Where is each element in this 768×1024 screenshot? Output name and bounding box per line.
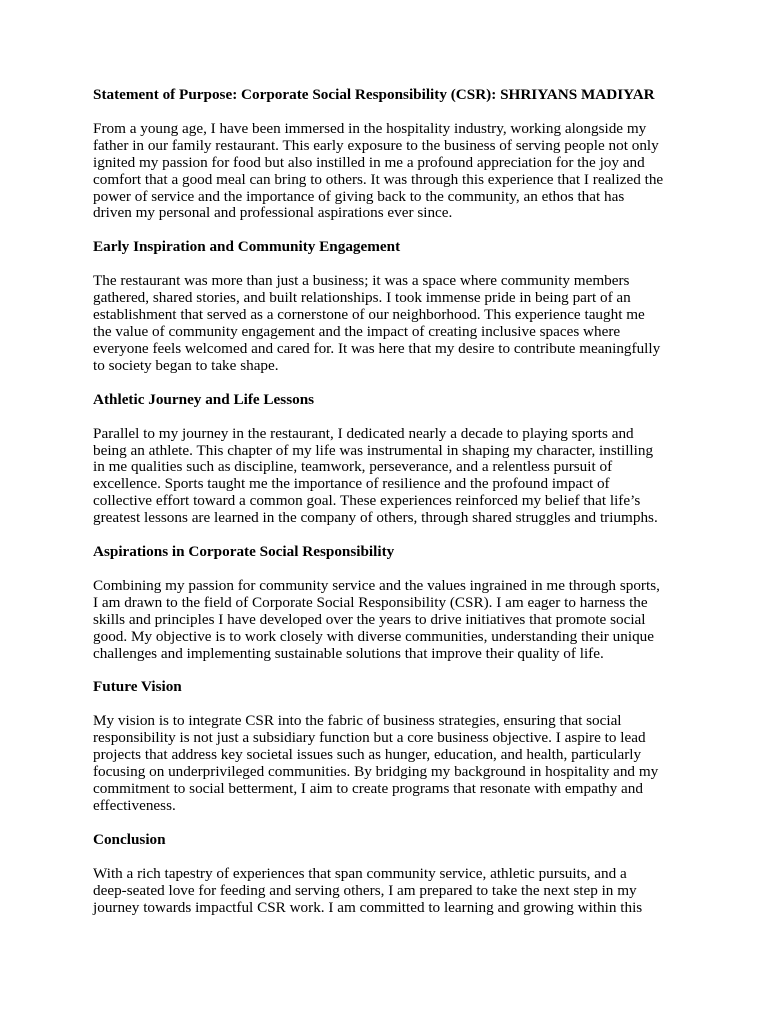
paragraph-line: From a young age, I have been immersed in the hospitality industry, working alongside my: [93, 119, 647, 137]
paragraph-line: The restaurant was more than just a business; it was a space where community members: [93, 272, 630, 290]
paragraph-line: With a rich tapestry of experiences that span community service, athletic pursuits, and a: [93, 864, 627, 882]
paragraph-line: gathered, shared stories, and built relationships. I took immense pride in being part of an: [93, 289, 631, 307]
paragraph-line: good. My objective is to work closely with diverse communities, understanding their unique: [93, 627, 654, 645]
section-heading: Conclusion: [93, 830, 166, 848]
paragraph-line: to society began to take shape.: [93, 356, 279, 374]
paragraph-line: deep-seated love for feeding and serving others, I am prepared to take the next step in my: [93, 881, 637, 899]
paragraph-line: being an athlete. This chapter of my life was instrumental in shaping my character, instilling: [93, 441, 654, 459]
intro-paragraph: [93, 121, 683, 222]
paragraph-line: commitment to social betterment, I aim to create programs that resonate with empathy and: [93, 780, 643, 797]
paragraph-line: responsibility is not just a subsidiary function but a core business objective. I aspire to lead: [93, 729, 646, 747]
section-paragraph: [93, 578, 683, 663]
section-heading: Aspirations in Corporate Social Responsibility: [93, 543, 395, 561]
document-title: Statement of Purpose: Corporate Social Responsibility (CSR): SHRIYANS MADIYAR: [93, 86, 655, 103]
section-paragraph: [93, 273, 683, 374]
paragraph-line: everyone feels welcomed and cared for. It was here that my desire to contribute meaningfully: [93, 339, 661, 357]
paragraph-line: Parallel to my journey in the restaurant, I dedicated nearly a decade to playing sports and: [93, 424, 634, 442]
section-paragraph: [93, 866, 683, 917]
paragraph-line: power of service and the importance of giving back to the community, an ethos that has: [93, 187, 625, 205]
paragraph-line: in me qualities such as discipline, teamwork, perseverance, and a relentless pursuit of: [93, 458, 613, 476]
paragraph-line: comfort that a good meal can bring to others. It was through this experience that I realized the: [93, 170, 664, 188]
paragraph-line: challenges and implementing sustainable solutions that improve their quality of life.: [93, 644, 604, 662]
section-paragraph: [93, 426, 683, 527]
paragraph-line: effectiveness.: [93, 796, 176, 814]
paragraph-line: greatest lessons are learned in the company of others, through shared struggles and triumphs.: [93, 509, 658, 527]
document-body: [93, 87, 683, 933]
paragraph-line: projects that address key societal issues such as hunger, education, and health, particularly: [93, 746, 642, 764]
paragraph-line: the value of community engagement and the impact of creating inclusive spaces where: [93, 322, 621, 340]
paragraph-line: collective effort toward a common goal. These experiences reinforced my belief that life’s: [93, 492, 641, 510]
paragraph-line: father in our family restaurant. This early exposure to the business of serving people not only: [93, 136, 659, 154]
paragraph-line: My vision is to integrate CSR into the fabric of business strategies, ensuring that social: [93, 712, 622, 730]
paragraph-line: journey towards impactful CSR work. I am committed to learning and growing within this: [93, 898, 643, 916]
paragraph-line: skills and principles I have developed over the years to drive initiatives that promote social: [93, 610, 646, 628]
section-heading: Future Vision: [93, 678, 182, 696]
section-heading: Athletic Journey and Life Lessons: [93, 390, 315, 408]
paragraph-line: driven my personal and professional aspirations ever since.: [93, 204, 453, 222]
paragraph-line: Combining my passion for community service and the values ingrained in me through sports,: [93, 576, 660, 594]
paragraph-line: ignited my passion for food but also instilled in me a profound appreciation for the joy and: [93, 153, 645, 171]
paragraph-line: establishment that served as a cornerstone of our neighborhood. This experience taught me: [93, 306, 645, 324]
paragraph-line: excellence. Sports taught me the importance of resilience and the profound impact of: [93, 475, 610, 493]
section-heading: Early Inspiration and Community Engagement: [93, 238, 401, 256]
paragraph-line: focusing on underprivileged communities. By bridging my background in hospitality and my: [93, 763, 659, 781]
section-paragraph: [93, 713, 683, 814]
paragraph-line: I am drawn to the field of Corporate Social Responsibility (CSR). I am eager to harness the: [93, 593, 648, 611]
